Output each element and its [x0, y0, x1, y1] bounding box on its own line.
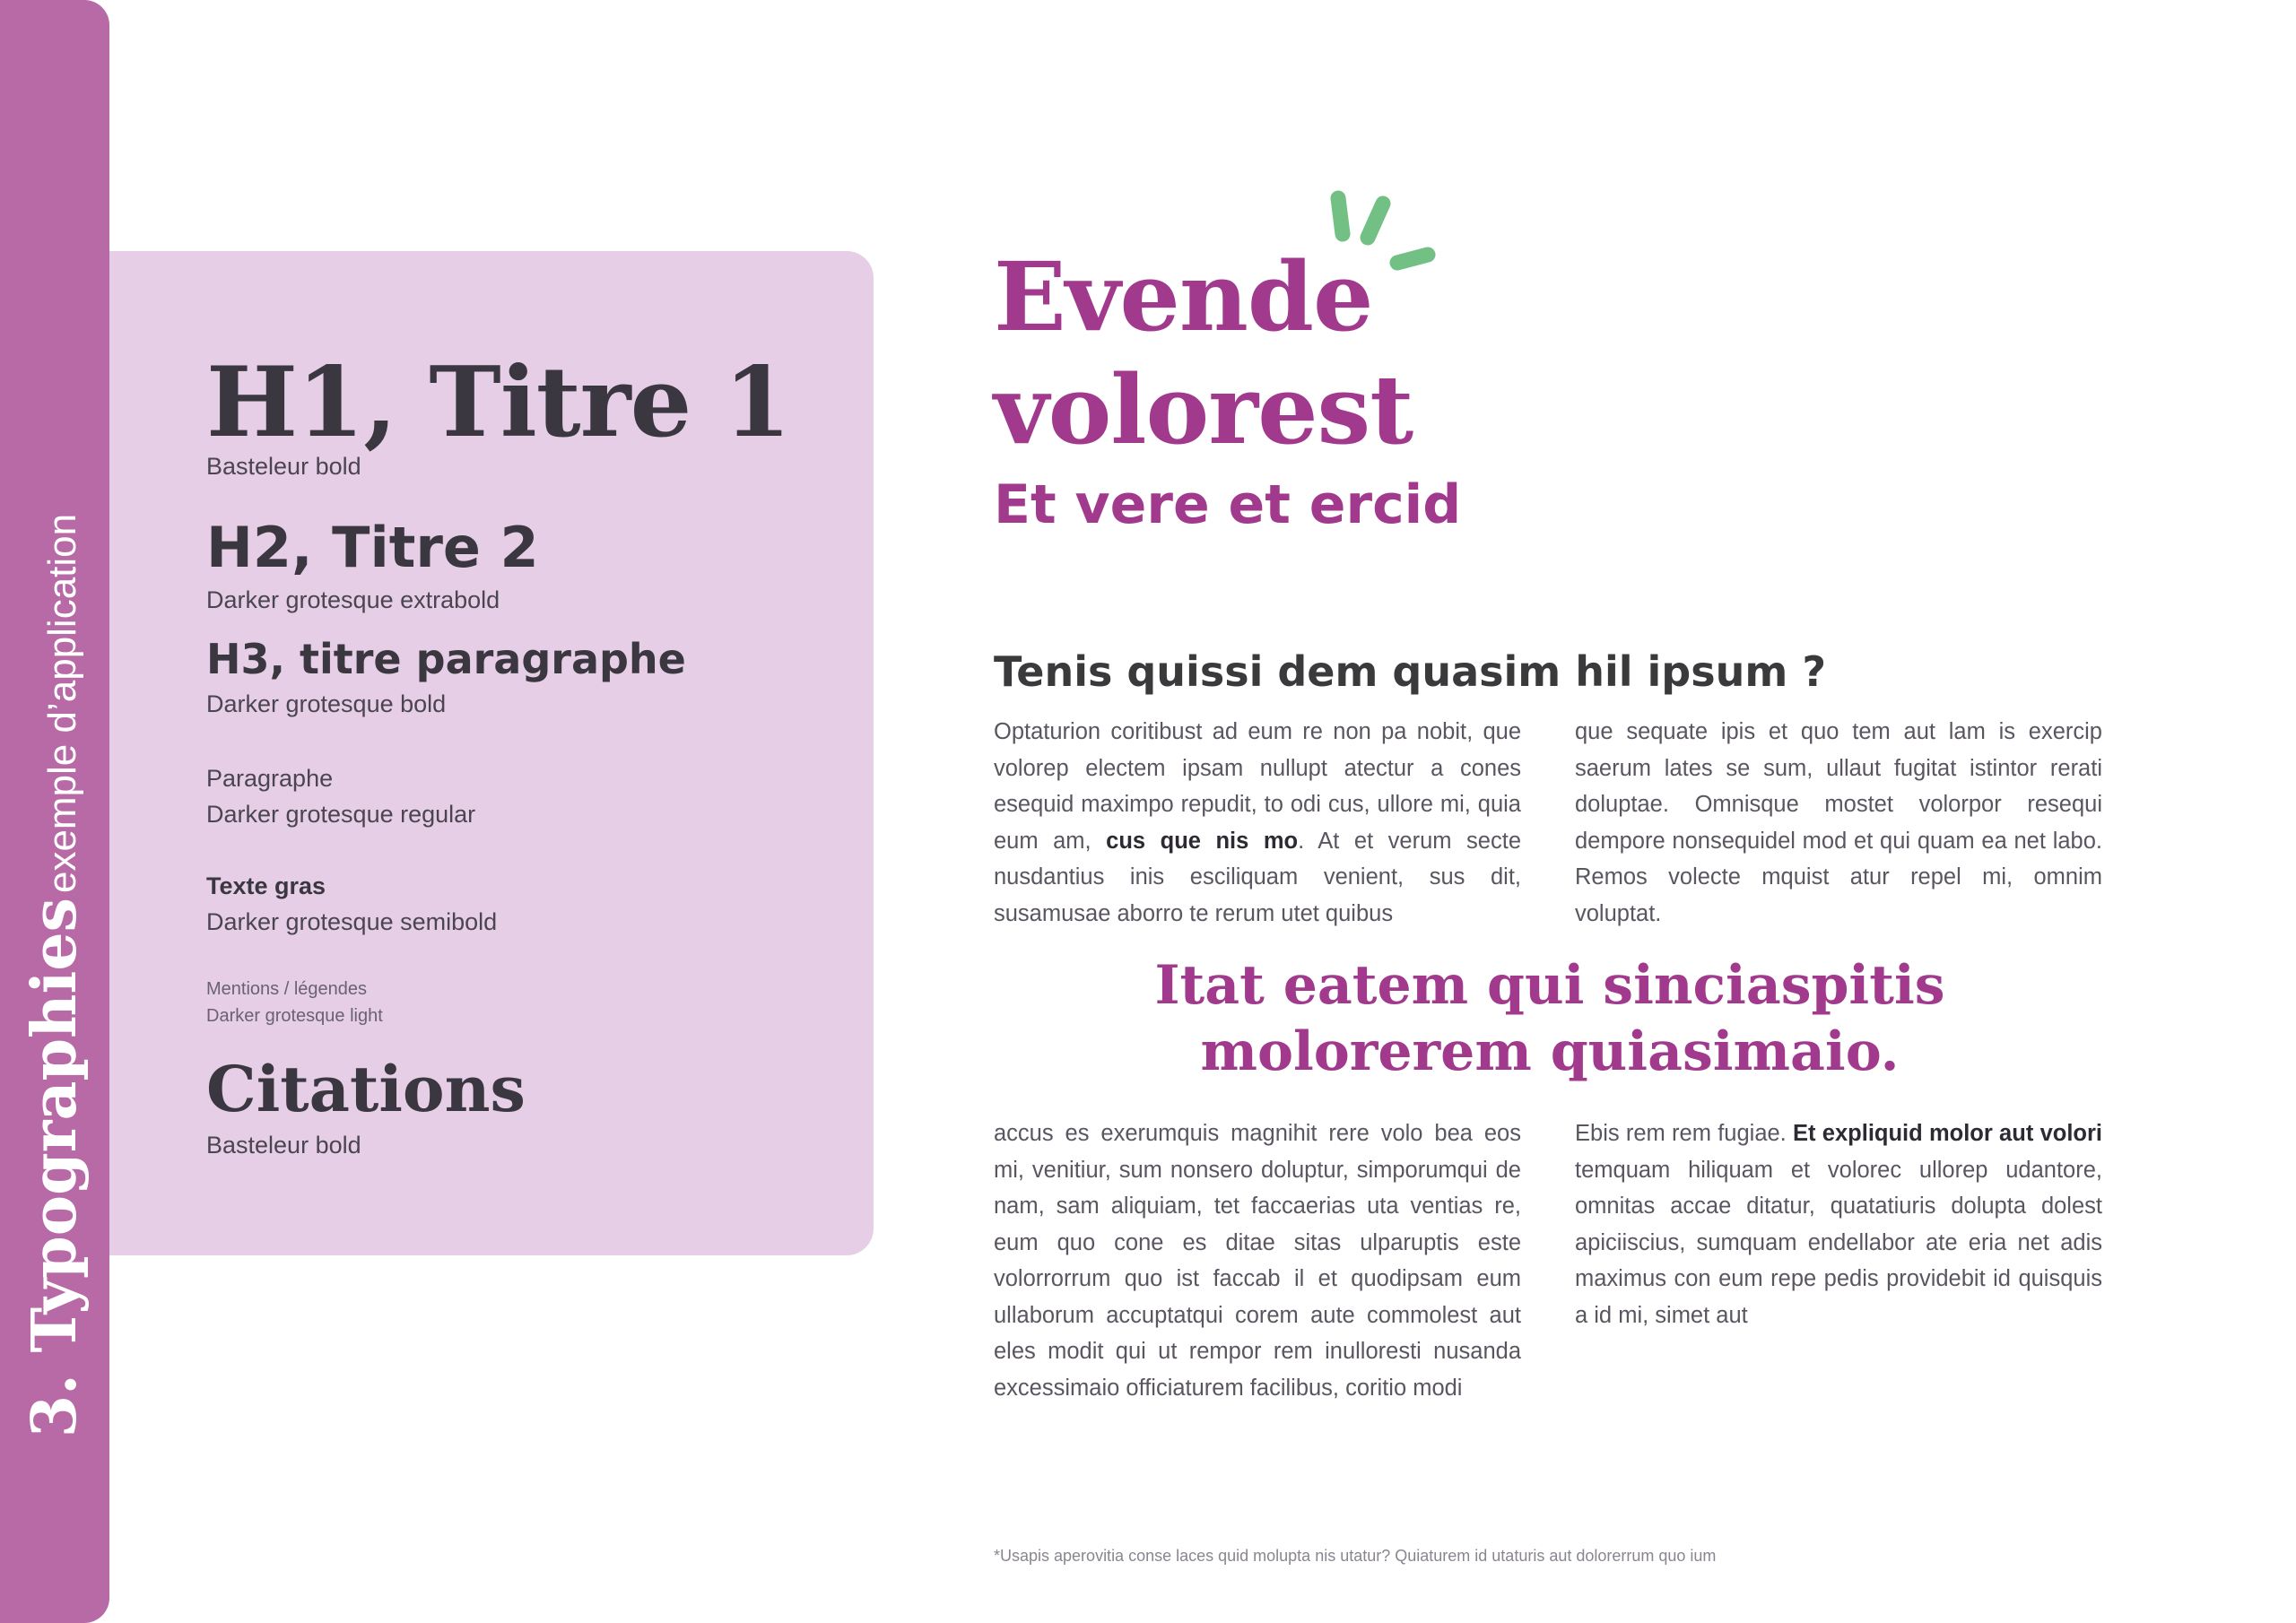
paragraph-font-name: Darker grotesque regular: [206, 801, 476, 828]
section-heading: Tenis quissi dem quasim hil ipsum ?: [994, 647, 1826, 696]
col4-text-after: temquam hiliquam et volorec ullorep udantore, omnitas accae ditatur, quatatiuris dolupta dolest apiciiscius, sumquam endellabor ate eria net adis maximus con eum repe pedis providebit id quisquis a id mi, simet aut: [1575, 1157, 2102, 1328]
specimen-h3: [206, 635, 686, 718]
typography-panel: [109, 251, 874, 1255]
quote-line-2: molorerem quiasimaio.: [1200, 1020, 1900, 1083]
specimen-bold: [206, 868, 497, 940]
specimen-h2: [206, 515, 539, 614]
article-title-line-2: volorest: [994, 353, 1413, 465]
body-column-3: accus es exerumquis magnihit rere volo bea eos mi, venitiur, sum nonsero doluptur, simporumqui de nam, sam aliquiam, tet faccaerias uta ventias re, eum quo cone es ditae sitas ulparuptis este volorrorrum quo ist faccab il et quodipsam eum ullaborum accuptatqui corem aute commolest aut eles modit qui ut rempor rem inulloresti nusanda excessimaio officiaturem facilibus, coritio modi: [994, 1121, 1521, 1401]
col1-text-before: Optaturion coritibust ad eum re non pa nobit, que volorep electem ipsam nullupt atectur a cones esequid maximpo repudit, to odi cus, ullore mi, quia eum am,: [994, 719, 1521, 854]
col1-bold-text: cus que nis mo: [1106, 828, 1299, 854]
col4-bold-text: Et expliquid molor aut volori: [1793, 1121, 2102, 1146]
sidebar-tab: [0, 0, 109, 1623]
specimen-captions: [206, 976, 383, 1029]
h3-font-name: Darker grotesque bold: [206, 690, 447, 717]
specimen-paragraph: [206, 760, 475, 832]
quote-line-1: Itat eatem qui sinciaspitis: [1154, 954, 1945, 1017]
footnote: *Usapis aperovitia conse laces quid molupta nis utatur? Quiaturem id utaturis aut dolorerrum quo ium: [994, 1547, 1717, 1565]
bold-font-name: Darker grotesque semibold: [206, 908, 498, 935]
paragraph-sample: Paragraphe: [206, 765, 334, 792]
section-title: 3. Typographies: [19, 898, 91, 1438]
h2-sample: H2, Titre 2: [206, 515, 539, 580]
specimen-quotes: [206, 1052, 526, 1159]
body-column-4: [1575, 1115, 2102, 1333]
captions-font-name: Darker grotesque light: [206, 1006, 383, 1026]
h3-sample: H3, titre paragraphe: [206, 635, 686, 683]
article-subtitle: Et vere et ercid: [994, 473, 1462, 536]
col4-text-before: Ebis rem rem fugiae.: [1575, 1121, 1794, 1146]
col1-text-after: . At et verum secte nusdantius inis esciliquam venient, sus dit, susamusae aborro te rerum utet quibus: [994, 828, 1522, 926]
specimen-h1: [206, 346, 791, 481]
body-column-2: que sequate ipis et quo tem aut lam is exercip saerum lates se sum, ullaut fugitat istintor rerati doluptae. Omnisque mostet volorpor resequi dempore nonsequidel mod et qui quam ea net labo. Remos volecte mquist atur repel mi, omnim voluptat.: [1575, 719, 2102, 926]
quotes-font-name: Basteleur bold: [206, 1132, 361, 1159]
quotes-sample: Citations: [206, 1052, 526, 1126]
pull-quote: [994, 952, 2106, 1085]
body-column-1: [994, 714, 1521, 932]
h1-sample: H1, Titre 1: [206, 346, 791, 459]
h1-font-name: Basteleur bold: [206, 453, 361, 480]
bold-sample: Texte gras: [206, 872, 326, 899]
h2-font-name: Darker grotesque extrabold: [206, 586, 500, 613]
sparkle-icon: [1327, 184, 1462, 291]
captions-sample: Mentions / légendes: [206, 979, 368, 999]
article-title-line-1: Evende: [994, 240, 1373, 352]
section-label: [19, 456, 91, 1496]
section-subtitle: exemple d’application: [40, 513, 84, 894]
